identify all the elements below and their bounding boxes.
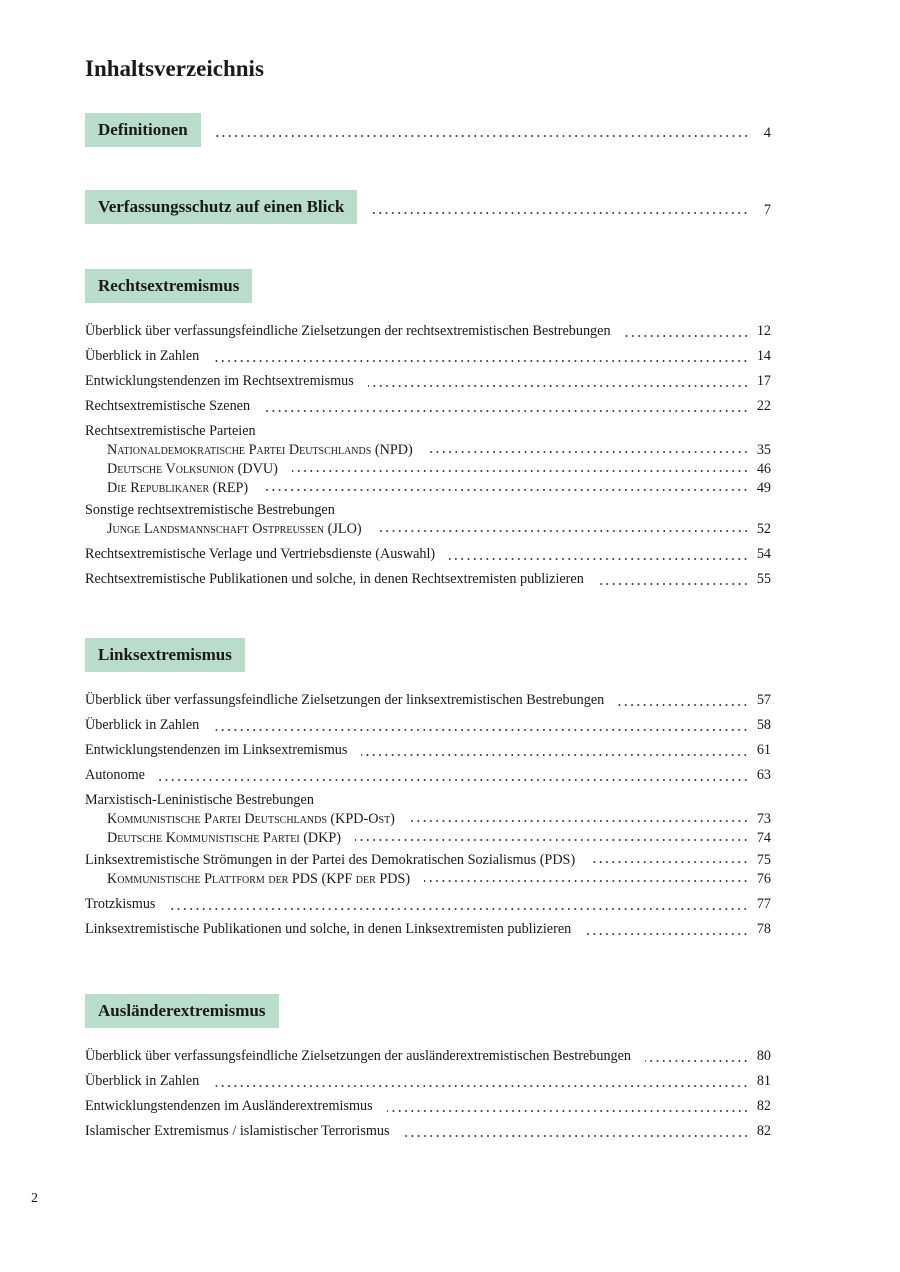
- leader-dots: [376, 529, 749, 533]
- toc-entry[interactable]: [85, 870, 771, 889]
- toc-entry-title: Linksextremistische Publikationen und solche, in denen Linksextremisten publizieren: [85, 921, 572, 937]
- toc-entry-title: Sonstige rechtsextremistische Bestrebungen: [85, 502, 335, 518]
- toc-entry-page: 14: [756, 348, 771, 364]
- leader-dots: [169, 907, 748, 911]
- leader-dots: [404, 1134, 749, 1138]
- toc-entry[interactable]: [85, 567, 771, 592]
- toc-entry-page: 80: [756, 1048, 771, 1064]
- toc-entry-page: 12: [756, 323, 771, 339]
- toc-entry-title: Überblick in Zahlen: [85, 1073, 200, 1089]
- section-heading[interactable]: [85, 269, 771, 303]
- section-page: 7: [763, 201, 771, 218]
- toc-entry[interactable]: [85, 892, 771, 917]
- leader-dots: [262, 488, 749, 492]
- toc-section: [85, 269, 771, 592]
- section-heading-label: Ausländerextremismus: [85, 994, 279, 1028]
- toc-entry-page: 75: [756, 852, 771, 868]
- table-of-contents: [85, 113, 771, 1144]
- toc-entry-title: Nationaldemokratische Partei Deutschlands (NPD): [107, 442, 413, 458]
- toc-entry-page: 82: [756, 1123, 771, 1139]
- toc-entry-title: Überblick in Zahlen: [85, 348, 200, 364]
- toc-entry-title: Deutsche Kommunistische Partei (DKP): [107, 830, 342, 846]
- toc-entry-title: Überblick über verfassungsfeindliche Zielsetzungen der rechtsextremistischen Bestrebungen: [85, 323, 611, 339]
- toc-entry-title: Entwicklungstendenzen im Ausländerextremismus: [85, 1098, 373, 1114]
- leader-dots: [368, 384, 749, 388]
- toc-entry-page: 35: [756, 442, 771, 458]
- toc-entry-page: 61: [756, 742, 771, 758]
- toc-entry-title: Junge Landsmannschaft Ostpreussen (JLO): [107, 521, 362, 537]
- leader-dots: [645, 1059, 749, 1063]
- toc-entry-page: 54: [756, 546, 771, 562]
- toc-entry[interactable]: [85, 479, 771, 498]
- toc-entry-page: 46: [756, 461, 771, 477]
- toc-section: [85, 113, 771, 147]
- section-heading[interactable]: [85, 994, 771, 1028]
- leader-dots: [625, 334, 749, 338]
- leader-dots: [618, 703, 749, 707]
- toc-group: [85, 851, 771, 889]
- toc-entry-page: 58: [756, 717, 771, 733]
- toc-section: [85, 994, 771, 1144]
- leader-dots: [213, 1084, 749, 1088]
- leader-dots: [213, 728, 749, 732]
- leader-dots: [264, 409, 749, 413]
- toc-entry[interactable]: [85, 829, 771, 848]
- toc-entry-title: Kommunistische Plattform der PDS (KPF der PDS): [107, 871, 411, 887]
- toc-entry[interactable]: [85, 1119, 771, 1144]
- toc-group: [85, 422, 771, 498]
- toc-entry-page: 52: [756, 521, 771, 537]
- toc-entry[interactable]: [85, 520, 771, 539]
- leader-dots: [371, 211, 749, 215]
- toc-entry-page: 73: [756, 811, 771, 827]
- toc-entry[interactable]: [85, 738, 771, 763]
- toc-entry-title: Überblick über verfassungsfeindliche Zielsetzungen der ausländerextremistischen Bestrebungen: [85, 1048, 632, 1064]
- toc-entry-title: Linksextremistische Strömungen in der Partei des Demokratischen Sozialismus (PDS): [85, 852, 576, 868]
- toc-entry[interactable]: [85, 763, 771, 788]
- toc-entry-page: 78: [756, 921, 771, 937]
- toc-entry[interactable]: [85, 369, 771, 394]
- toc-entry-title: Trotzkismus: [85, 896, 156, 912]
- toc-group: [85, 791, 771, 848]
- toc-entry-page: 76: [756, 871, 771, 887]
- section-entries: [85, 319, 771, 592]
- toc-entry-title: Rechtsextremistische Publikationen und solche, in denen Rechtsextremisten publizieren: [85, 571, 584, 587]
- toc-entry[interactable]: [85, 394, 771, 419]
- toc-entry-title: Kommunistische Partei Deutschlands (KPD-Ost): [107, 811, 395, 827]
- toc-entry-title: Rechtsextremistische Szenen: [85, 398, 251, 414]
- toc-entry-page: 82: [756, 1098, 771, 1114]
- leader-dots: [159, 778, 749, 782]
- toc-entry[interactable]: [85, 1094, 771, 1119]
- toc-entry-page: 81: [756, 1073, 771, 1089]
- toc-entry[interactable]: [85, 319, 771, 344]
- toc-entry-title: Entwicklungstendenzen im Linksextremismus: [85, 742, 348, 758]
- leader-dots: [449, 557, 749, 561]
- toc-entry-page: 17: [756, 373, 771, 389]
- section-heading[interactable]: [85, 190, 771, 224]
- leader-dots: [424, 879, 749, 883]
- leader-dots: [387, 1109, 749, 1113]
- page-number: 2: [31, 1191, 38, 1206]
- leader-dots: [589, 860, 749, 864]
- toc-entry-page: 77: [756, 896, 771, 912]
- leader-dots: [427, 450, 749, 454]
- toc-entry-page: 63: [756, 767, 771, 783]
- toc-entry[interactable]: [85, 1069, 771, 1094]
- toc-entry-page: 49: [756, 480, 771, 496]
- toc-entry[interactable]: [85, 441, 771, 460]
- section-page: 4: [763, 124, 771, 141]
- leader-dots: [598, 582, 749, 586]
- toc-entry[interactable]: [85, 713, 771, 738]
- toc-entry-page: 55: [756, 571, 771, 587]
- toc-entry-title: Entwicklungstendenzen im Rechtsextremismus: [85, 373, 354, 389]
- leader-dots: [292, 469, 749, 473]
- section-heading[interactable]: [85, 638, 771, 672]
- toc-entry[interactable]: [85, 1044, 771, 1069]
- toc-entry-title: Deutsche Volksunion (DVU): [107, 461, 278, 477]
- toc-entry-title: Marxistisch-Leninistische Bestrebungen: [85, 792, 314, 808]
- toc-section: [85, 638, 771, 942]
- toc-section: [85, 190, 771, 224]
- leader-dots: [213, 359, 749, 363]
- toc-entry[interactable]: [85, 501, 771, 520]
- toc-entry-title: Überblick über verfassungsfeindliche Zielsetzungen der linksextremistischen Bestrebungen: [85, 692, 605, 708]
- leader-dots: [215, 134, 749, 138]
- toc-entry-page: 22: [756, 398, 771, 414]
- section-heading-label: Linksextremismus: [85, 638, 245, 672]
- toc-entry-title: Rechtsextremistische Verlage und Vertriebsdienste (Auswahl): [85, 546, 436, 562]
- toc-entry[interactable]: [85, 344, 771, 369]
- toc-entry[interactable]: [85, 542, 771, 567]
- section-heading-label: Rechtsextremismus: [85, 269, 252, 303]
- toc-group: [85, 501, 771, 539]
- toc-entry-title: Autonome: [85, 767, 145, 783]
- section-heading[interactable]: [85, 113, 771, 147]
- toc-entry[interactable]: [85, 810, 771, 829]
- toc-entry[interactable]: [85, 917, 771, 942]
- leader-dots: [585, 932, 749, 936]
- toc-entry[interactable]: [85, 851, 771, 870]
- leader-dots: [409, 819, 749, 823]
- toc-entry-page: 57: [756, 692, 771, 708]
- toc-entry[interactable]: [85, 688, 771, 713]
- toc-entry-title: Rechtsextremistische Parteien: [85, 423, 256, 439]
- leader-dots: [361, 753, 748, 757]
- section-entries: [85, 688, 771, 942]
- page-title: Inhaltsverzeichnis: [85, 56, 264, 81]
- toc-entry-title: Die Republikaner (REP): [107, 480, 249, 496]
- toc-entry[interactable]: [85, 422, 771, 441]
- section-entries: [85, 1044, 771, 1144]
- toc-entry-title: Islamischer Extremismus / islamistischer Terrorismus: [85, 1123, 390, 1139]
- section-heading-label: Definitionen: [85, 113, 201, 147]
- toc-entry-page: 74: [756, 830, 771, 846]
- leader-dots: [355, 838, 749, 842]
- toc-entry-title: Überblick in Zahlen: [85, 717, 200, 733]
- toc-entry[interactable]: [85, 460, 771, 479]
- toc-entry[interactable]: [85, 791, 771, 810]
- section-heading-label: Verfassungsschutz auf einen Blick: [85, 190, 357, 224]
